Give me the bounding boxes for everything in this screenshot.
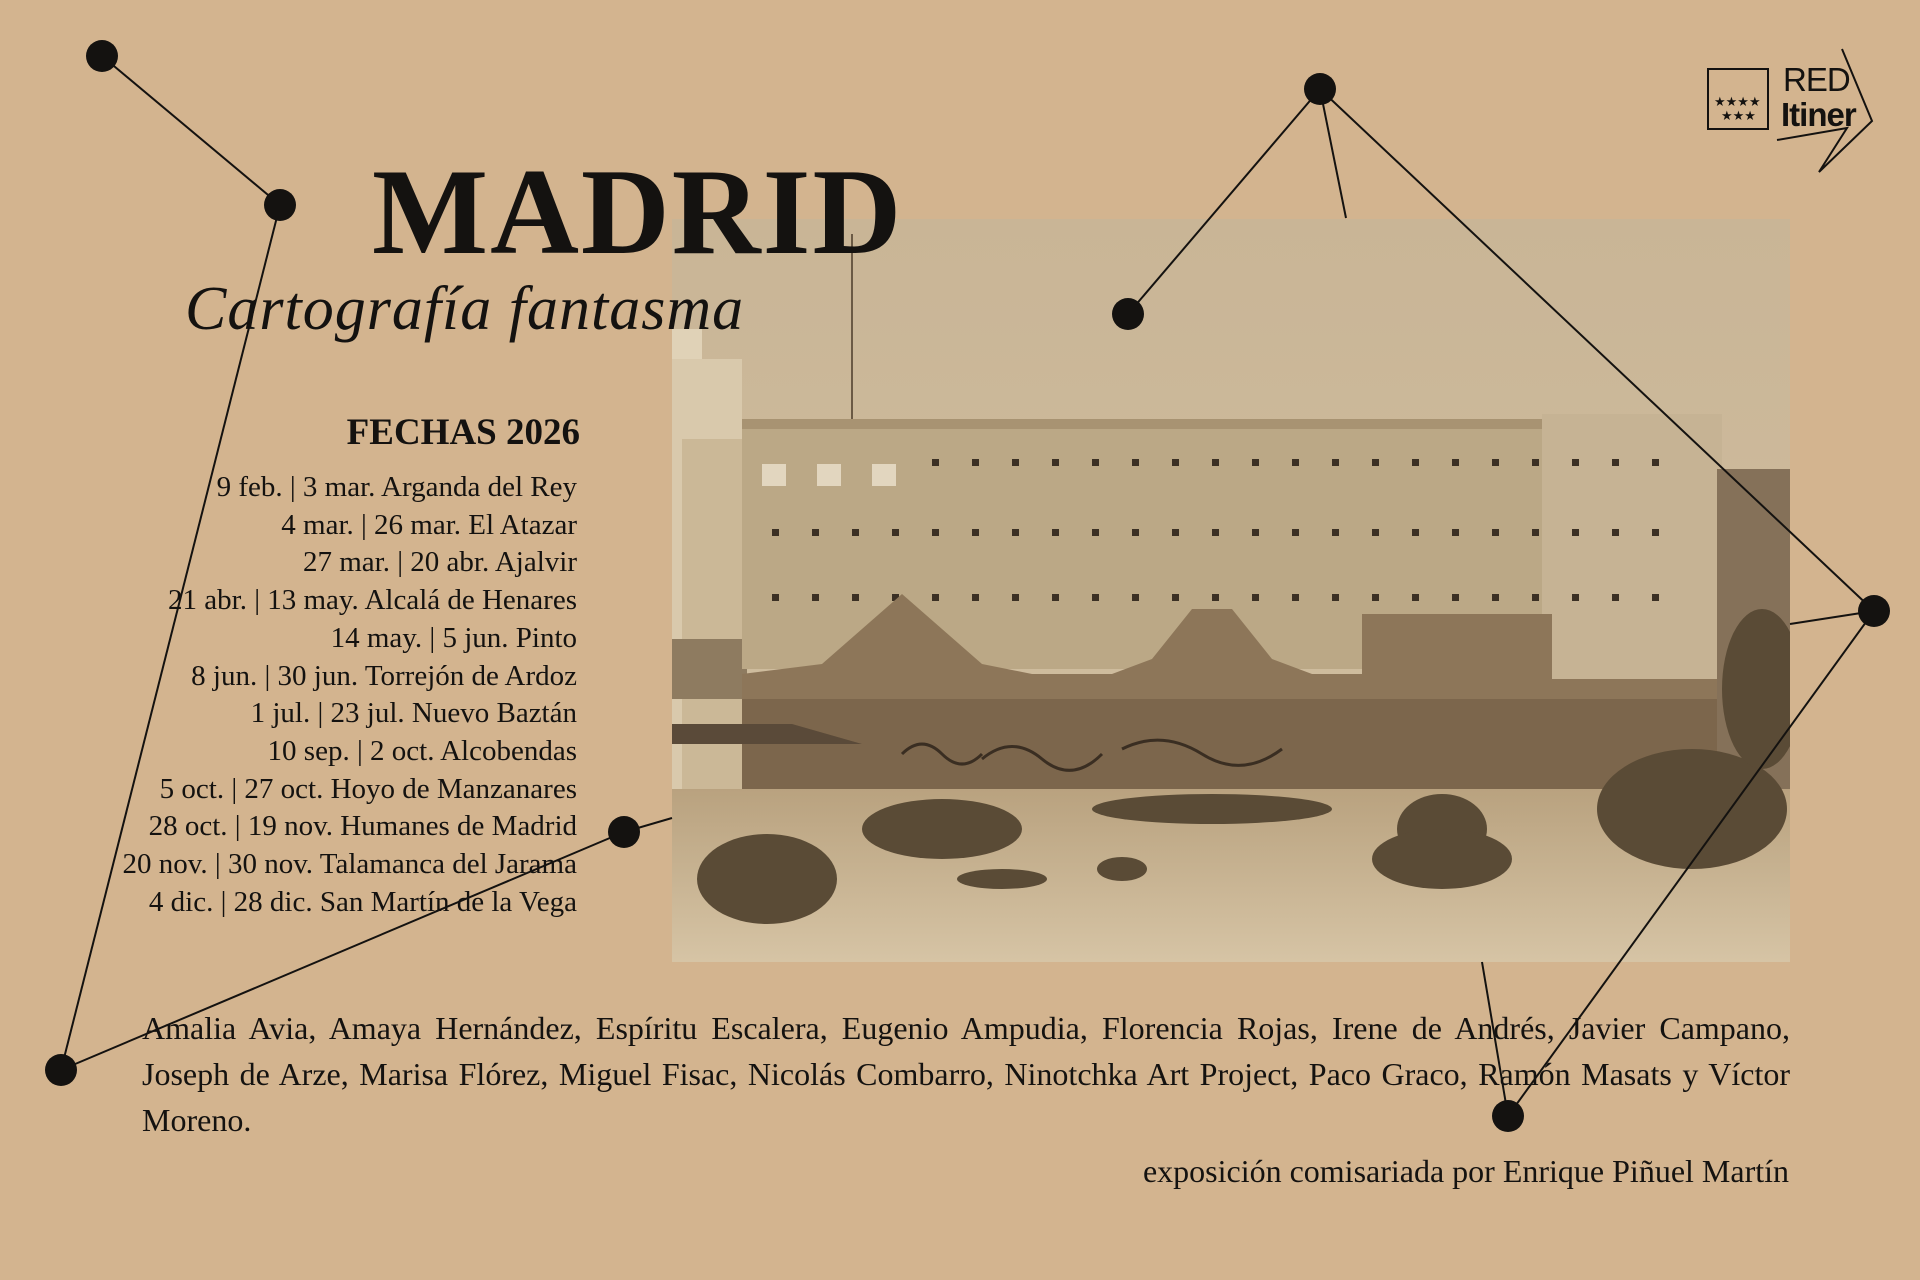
constellation-dot (1858, 595, 1890, 627)
list-item: 9 feb. | 3 mar. Arganda del Rey (216, 471, 577, 503)
list-item: 4 mar. | 26 mar. El Atazar (281, 508, 577, 541)
list-item: 20 nov. | 30 nov. Talamanca del Jarama (122, 848, 577, 881)
list-item: 10 sep. | 2 oct. Alcobendas (267, 734, 577, 767)
svg-text:★★★★: ★★★★ (1714, 95, 1761, 110)
list-item: 28 oct. | 19 nov. Humanes de Madrid (148, 810, 577, 843)
constellation-dot (264, 189, 296, 221)
list-item: 5 oct. | 27 oct. Hoyo de Manzanares (159, 772, 577, 805)
dates-list (123, 469, 577, 921)
list-item: 21 abr. | 13 may. Alcalá de Henares (168, 584, 577, 617)
constellation-dot (86, 40, 118, 72)
logo-text-itiner: Itiner (1781, 96, 1856, 133)
list-item: 1 jul. | 23 jul. Nuevo Baztán (250, 697, 577, 730)
dates-heading: FECHAS 2026 (346, 412, 580, 453)
artists-list: Amalia Avia, Amaya Hernández, Espíritu Escalera, Eugenio Ampudia, Florencia Rojas, Irene de Andrés, Javier Campano, Joseph de Arze, Marisa Flórez, Miguel Fisac, Nicolás Combarro, Ninotchka Art Project, Paco Graco, Ramón Masats y Víctor Moreno. (142, 1010, 1790, 1138)
curator-credit: exposición comisariada por Enrique Piñuel Martín (1142, 1153, 1789, 1189)
svg-text:★★★: ★★★ (1721, 109, 1756, 124)
list-item: 8 jun. | 30 jun. Torrejón de Ardoz (191, 659, 577, 692)
constellation-dot (1112, 298, 1144, 330)
list-item: 4 dic. | 28 dic. San Martín de la Vega (148, 885, 577, 918)
list-item: 27 mar. | 20 abr. Ajalvir (302, 546, 577, 579)
page-subtitle: Cartografía fantasma (185, 275, 745, 343)
page-title: MADRID (372, 143, 904, 280)
list-item: 14 may. | 5 jun. Pinto (330, 621, 577, 654)
constellation-dot (1304, 73, 1336, 105)
logo-text-red: RED (1783, 61, 1850, 98)
constellation-dot (608, 816, 640, 848)
constellation-dot (45, 1054, 77, 1086)
